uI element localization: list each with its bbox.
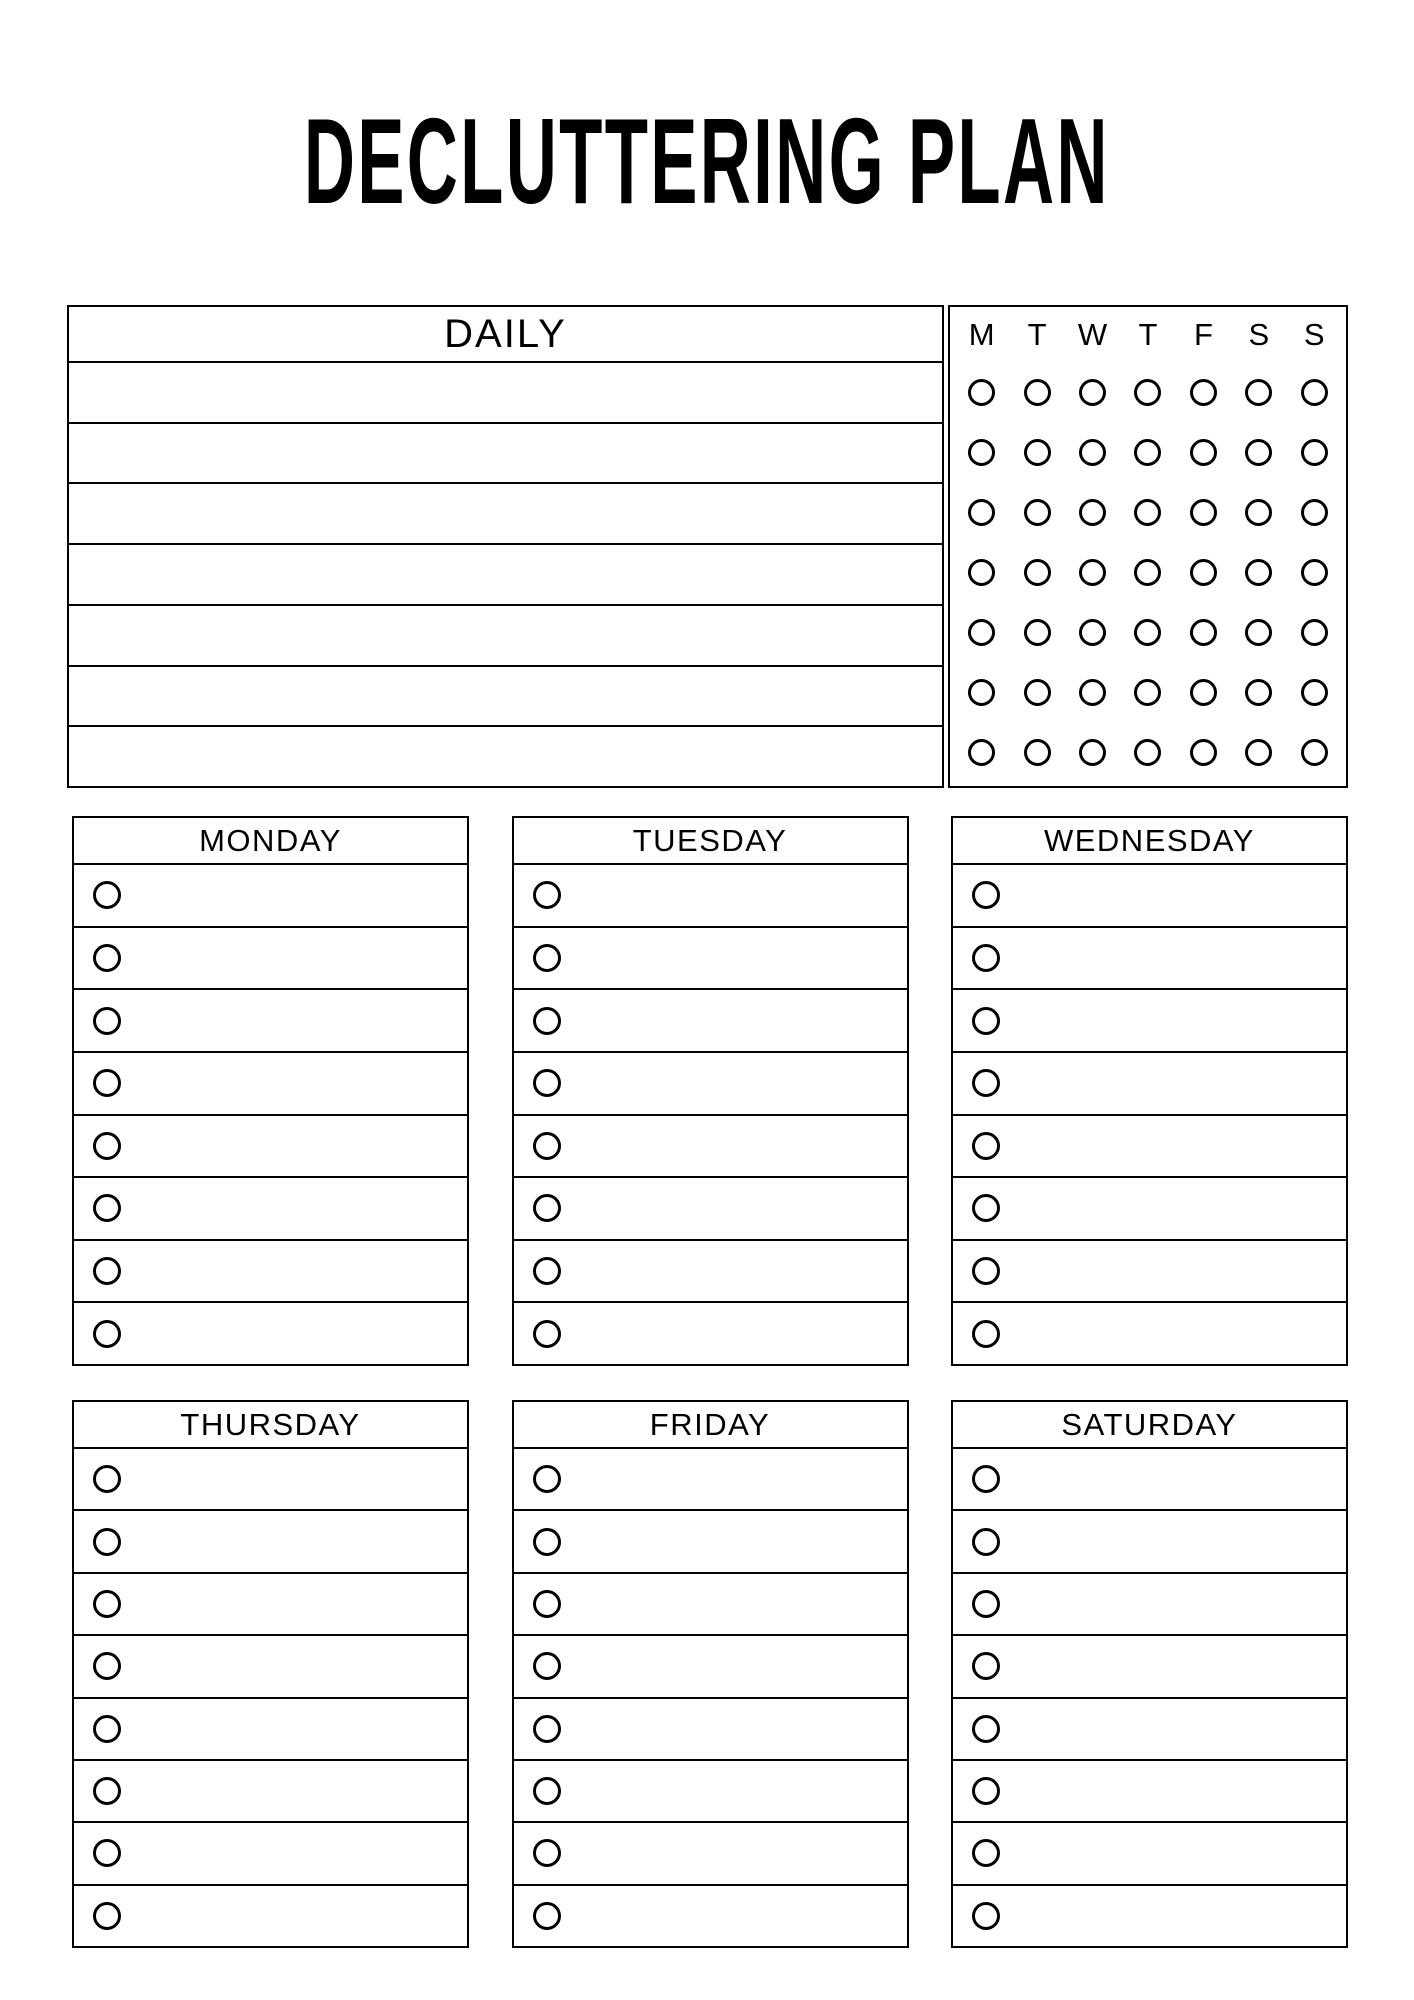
- tracker-bubble[interactable]: [1024, 499, 1051, 526]
- task-bubble[interactable]: [533, 1528, 561, 1556]
- daybox-friday: [512, 1400, 909, 1948]
- tracker-row: [950, 543, 1346, 603]
- task-bubble[interactable]: [93, 944, 121, 972]
- tracker-bubble[interactable]: [1024, 619, 1051, 646]
- tracker-bubble[interactable]: [1134, 439, 1161, 466]
- day-letter: W: [1077, 317, 1108, 352]
- tracker-bubble[interactable]: [1079, 739, 1106, 766]
- task-row[interactable]: [953, 1178, 1346, 1241]
- tracker-bubble[interactable]: [1079, 679, 1106, 706]
- task-row[interactable]: [74, 1636, 467, 1698]
- tracker-bubble[interactable]: [1190, 559, 1217, 586]
- task-bubble[interactable]: [533, 1069, 561, 1097]
- tracker-bubble[interactable]: [1190, 499, 1217, 526]
- day-letter: S: [1303, 317, 1325, 352]
- task-row[interactable]: [514, 865, 907, 928]
- task-bubble[interactable]: [93, 1007, 121, 1035]
- day-letter: T: [1027, 317, 1047, 352]
- task-row[interactable]: [74, 1699, 467, 1761]
- tracker-bubble[interactable]: [1134, 379, 1161, 406]
- tracker-bubble[interactable]: [1245, 679, 1272, 706]
- task-bubble[interactable]: [972, 1132, 1000, 1160]
- task-bubble[interactable]: [972, 1590, 1000, 1618]
- task-row[interactable]: [74, 1178, 467, 1241]
- tracker-row: [950, 722, 1346, 782]
- tracker-bubble[interactable]: [1245, 559, 1272, 586]
- task-row[interactable]: [514, 1053, 907, 1116]
- task-row[interactable]: [953, 1636, 1346, 1698]
- daybox-wednesday: [951, 816, 1348, 1366]
- task-row[interactable]: [74, 1241, 467, 1304]
- task-bubble[interactable]: [972, 1007, 1000, 1035]
- task-row[interactable]: [74, 1449, 467, 1511]
- task-bubble[interactable]: [533, 1652, 561, 1680]
- tracker-bubble[interactable]: [1245, 379, 1272, 406]
- tracker-bubble[interactable]: [968, 499, 995, 526]
- daybox-saturday: [951, 1400, 1348, 1948]
- tracker-bubble[interactable]: [968, 679, 995, 706]
- task-row[interactable]: [514, 1886, 907, 1946]
- task-row[interactable]: [514, 1511, 907, 1573]
- task-bubble[interactable]: [533, 1590, 561, 1618]
- task-bubble[interactable]: [972, 1257, 1000, 1285]
- task-row[interactable]: [514, 1636, 907, 1698]
- task-bubble[interactable]: [93, 881, 121, 909]
- task-bubble[interactable]: [972, 944, 1000, 972]
- tracker-bubble[interactable]: [1245, 499, 1272, 526]
- tracker-row: [950, 602, 1346, 662]
- tracker-bubble[interactable]: [1079, 619, 1106, 646]
- tracker-bubble[interactable]: [1079, 499, 1106, 526]
- tracker-bubble[interactable]: [1190, 619, 1217, 646]
- daybox-thursday: [72, 1400, 469, 1948]
- task-bubble[interactable]: [93, 1132, 121, 1160]
- task-row[interactable]: [953, 1823, 1346, 1885]
- daily-rows: [69, 363, 942, 786]
- task-bubble[interactable]: [93, 1652, 121, 1680]
- task-row[interactable]: [514, 928, 907, 991]
- task-bubble[interactable]: [93, 1839, 121, 1867]
- task-bubble[interactable]: [93, 1465, 121, 1493]
- tracker-bubble[interactable]: [1301, 499, 1328, 526]
- daily-write-row[interactable]: [69, 424, 942, 485]
- day-letter: F: [1193, 317, 1213, 352]
- task-bubble[interactable]: [533, 944, 561, 972]
- tracker-bubble[interactable]: [1079, 439, 1106, 466]
- task-bubble[interactable]: [93, 1528, 121, 1556]
- task-row[interactable]: [953, 1449, 1346, 1511]
- task-bubble[interactable]: [533, 881, 561, 909]
- page-title-text: DECLUTTERING PLAN: [303, 93, 1110, 229]
- daily-table-header: DAILY: [69, 307, 942, 363]
- task-bubble[interactable]: [972, 1902, 1000, 1930]
- tracker-bubble[interactable]: [968, 439, 995, 466]
- tracker-row: [950, 483, 1346, 543]
- tracker-day-letters: [950, 307, 1346, 363]
- daily-section: [67, 305, 1348, 788]
- tracker-bubble[interactable]: [1190, 739, 1217, 766]
- task-row[interactable]: [74, 1823, 467, 1885]
- task-row[interactable]: [953, 990, 1346, 1053]
- task-row[interactable]: [514, 1574, 907, 1636]
- tracker-bubble[interactable]: [1245, 619, 1272, 646]
- task-row[interactable]: [74, 1574, 467, 1636]
- tracker-bubble[interactable]: [1301, 439, 1328, 466]
- task-row[interactable]: [74, 1511, 467, 1573]
- task-bubble[interactable]: [93, 1069, 121, 1097]
- task-row[interactable]: [514, 1116, 907, 1179]
- task-row[interactable]: [953, 1053, 1346, 1116]
- task-row[interactable]: [953, 865, 1346, 928]
- day-letter: S: [1248, 317, 1270, 352]
- tracker-row: [950, 363, 1346, 423]
- task-bubble[interactable]: [533, 1320, 561, 1348]
- task-row[interactable]: [953, 928, 1346, 991]
- daybox-task-list: [74, 865, 467, 1364]
- tracker-bubble[interactable]: [1024, 439, 1051, 466]
- tracker-bubble[interactable]: [1301, 379, 1328, 406]
- task-bubble[interactable]: [972, 1069, 1000, 1097]
- task-bubble[interactable]: [93, 1257, 121, 1285]
- task-bubble[interactable]: [972, 1528, 1000, 1556]
- task-row[interactable]: [74, 865, 467, 928]
- page-title: [0, 93, 1414, 229]
- tracker-bubble[interactable]: [1301, 619, 1328, 646]
- tracker-bubble[interactable]: [968, 619, 995, 646]
- task-bubble[interactable]: [972, 1652, 1000, 1680]
- tracker-bubble[interactable]: [1190, 379, 1217, 406]
- daybox-tuesday: [512, 816, 909, 1366]
- daybox-header: THURSDAY: [74, 1402, 467, 1449]
- daily-write-row[interactable]: [69, 363, 942, 424]
- task-row[interactable]: [953, 1761, 1346, 1823]
- daybox-monday: [72, 816, 469, 1366]
- tracker-bubble[interactable]: [1134, 679, 1161, 706]
- day-letter: T: [1138, 317, 1158, 352]
- task-bubble[interactable]: [972, 881, 1000, 909]
- daybox-header: SATURDAY: [953, 1402, 1346, 1449]
- task-row[interactable]: [74, 1303, 467, 1364]
- task-bubble[interactable]: [93, 1715, 121, 1743]
- task-row[interactable]: [953, 1699, 1346, 1761]
- task-row[interactable]: [514, 1449, 907, 1511]
- task-bubble[interactable]: [93, 1194, 121, 1222]
- task-row[interactable]: [74, 1761, 467, 1823]
- daily-write-row[interactable]: [69, 727, 942, 786]
- tracker-bubble[interactable]: [1134, 619, 1161, 646]
- tracker-bubble-grid: [950, 363, 1346, 786]
- daybox-header: FRIDAY: [514, 1402, 907, 1449]
- task-row[interactable]: [514, 1699, 907, 1761]
- daily-table: [67, 305, 944, 788]
- weekday-tracker: [948, 305, 1348, 788]
- daybox-task-list: [74, 1449, 467, 1946]
- task-row[interactable]: [514, 1241, 907, 1304]
- daily-write-row[interactable]: [69, 606, 942, 667]
- tracker-bubble[interactable]: [1134, 559, 1161, 586]
- tracker-bubble[interactable]: [1079, 379, 1106, 406]
- daily-write-row[interactable]: [69, 545, 942, 606]
- task-bubble[interactable]: [533, 1007, 561, 1035]
- task-row[interactable]: [953, 1886, 1346, 1946]
- tracker-bubble[interactable]: [1190, 679, 1217, 706]
- tracker-bubble[interactable]: [1024, 379, 1051, 406]
- task-row[interactable]: [953, 1241, 1346, 1304]
- tracker-bubble[interactable]: [1190, 439, 1217, 466]
- task-bubble[interactable]: [93, 1320, 121, 1348]
- task-row[interactable]: [74, 1053, 467, 1116]
- daybox-header: WEDNESDAY: [953, 818, 1346, 865]
- task-bubble[interactable]: [972, 1320, 1000, 1348]
- daybox-task-list: [514, 865, 907, 1364]
- tracker-bubble[interactable]: [1301, 559, 1328, 586]
- tracker-bubble[interactable]: [1079, 559, 1106, 586]
- task-bubble[interactable]: [533, 1715, 561, 1743]
- task-row[interactable]: [514, 1761, 907, 1823]
- daybox-header: MONDAY: [74, 818, 467, 865]
- task-bubble[interactable]: [972, 1839, 1000, 1867]
- task-row[interactable]: [74, 1116, 467, 1179]
- task-row[interactable]: [953, 1574, 1346, 1636]
- task-row[interactable]: [953, 1303, 1346, 1364]
- task-row[interactable]: [74, 928, 467, 991]
- tracker-bubble[interactable]: [968, 559, 995, 586]
- task-bubble[interactable]: [533, 1257, 561, 1285]
- tracker-bubble[interactable]: [1301, 739, 1328, 766]
- task-bubble[interactable]: [972, 1777, 1000, 1805]
- tracker-bubble[interactable]: [1024, 739, 1051, 766]
- task-bubble[interactable]: [93, 1777, 121, 1805]
- task-bubble[interactable]: [533, 1194, 561, 1222]
- tracker-bubble[interactable]: [968, 379, 995, 406]
- task-bubble[interactable]: [533, 1839, 561, 1867]
- tracker-row: [950, 662, 1346, 722]
- task-row[interactable]: [514, 1178, 907, 1241]
- daybox-row-2: [72, 1400, 1348, 1948]
- task-row[interactable]: [514, 1303, 907, 1364]
- daily-write-row[interactable]: [69, 667, 942, 728]
- task-bubble[interactable]: [533, 1465, 561, 1493]
- tracker-bubble[interactable]: [1245, 439, 1272, 466]
- task-bubble[interactable]: [533, 1902, 561, 1930]
- task-bubble[interactable]: [93, 1590, 121, 1618]
- task-bubble[interactable]: [533, 1777, 561, 1805]
- task-bubble[interactable]: [93, 1902, 121, 1930]
- task-row[interactable]: [74, 1886, 467, 1946]
- task-bubble[interactable]: [533, 1132, 561, 1160]
- daybox-task-list: [953, 865, 1346, 1364]
- task-row[interactable]: [514, 1823, 907, 1885]
- daybox-task-list: [953, 1449, 1346, 1946]
- tracker-bubble[interactable]: [1134, 739, 1161, 766]
- tracker-bubble[interactable]: [968, 739, 995, 766]
- task-bubble[interactable]: [972, 1194, 1000, 1222]
- tracker-row: [950, 423, 1346, 483]
- task-bubble[interactable]: [972, 1715, 1000, 1743]
- task-row[interactable]: [514, 990, 907, 1053]
- daybox-row-1: [72, 816, 1348, 1366]
- task-row[interactable]: [953, 1116, 1346, 1179]
- day-letter: M: [968, 317, 995, 352]
- tracker-bubble[interactable]: [1301, 679, 1328, 706]
- tracker-bubble[interactable]: [1134, 499, 1161, 526]
- tracker-bubble[interactable]: [1024, 559, 1051, 586]
- task-row[interactable]: [953, 1511, 1346, 1573]
- tracker-bubble[interactable]: [1245, 739, 1272, 766]
- task-row[interactable]: [74, 990, 467, 1053]
- daybox-task-list: [514, 1449, 907, 1946]
- daybox-header: TUESDAY: [514, 818, 907, 865]
- tracker-bubble[interactable]: [1024, 679, 1051, 706]
- daily-write-row[interactable]: [69, 484, 942, 545]
- task-bubble[interactable]: [972, 1465, 1000, 1493]
